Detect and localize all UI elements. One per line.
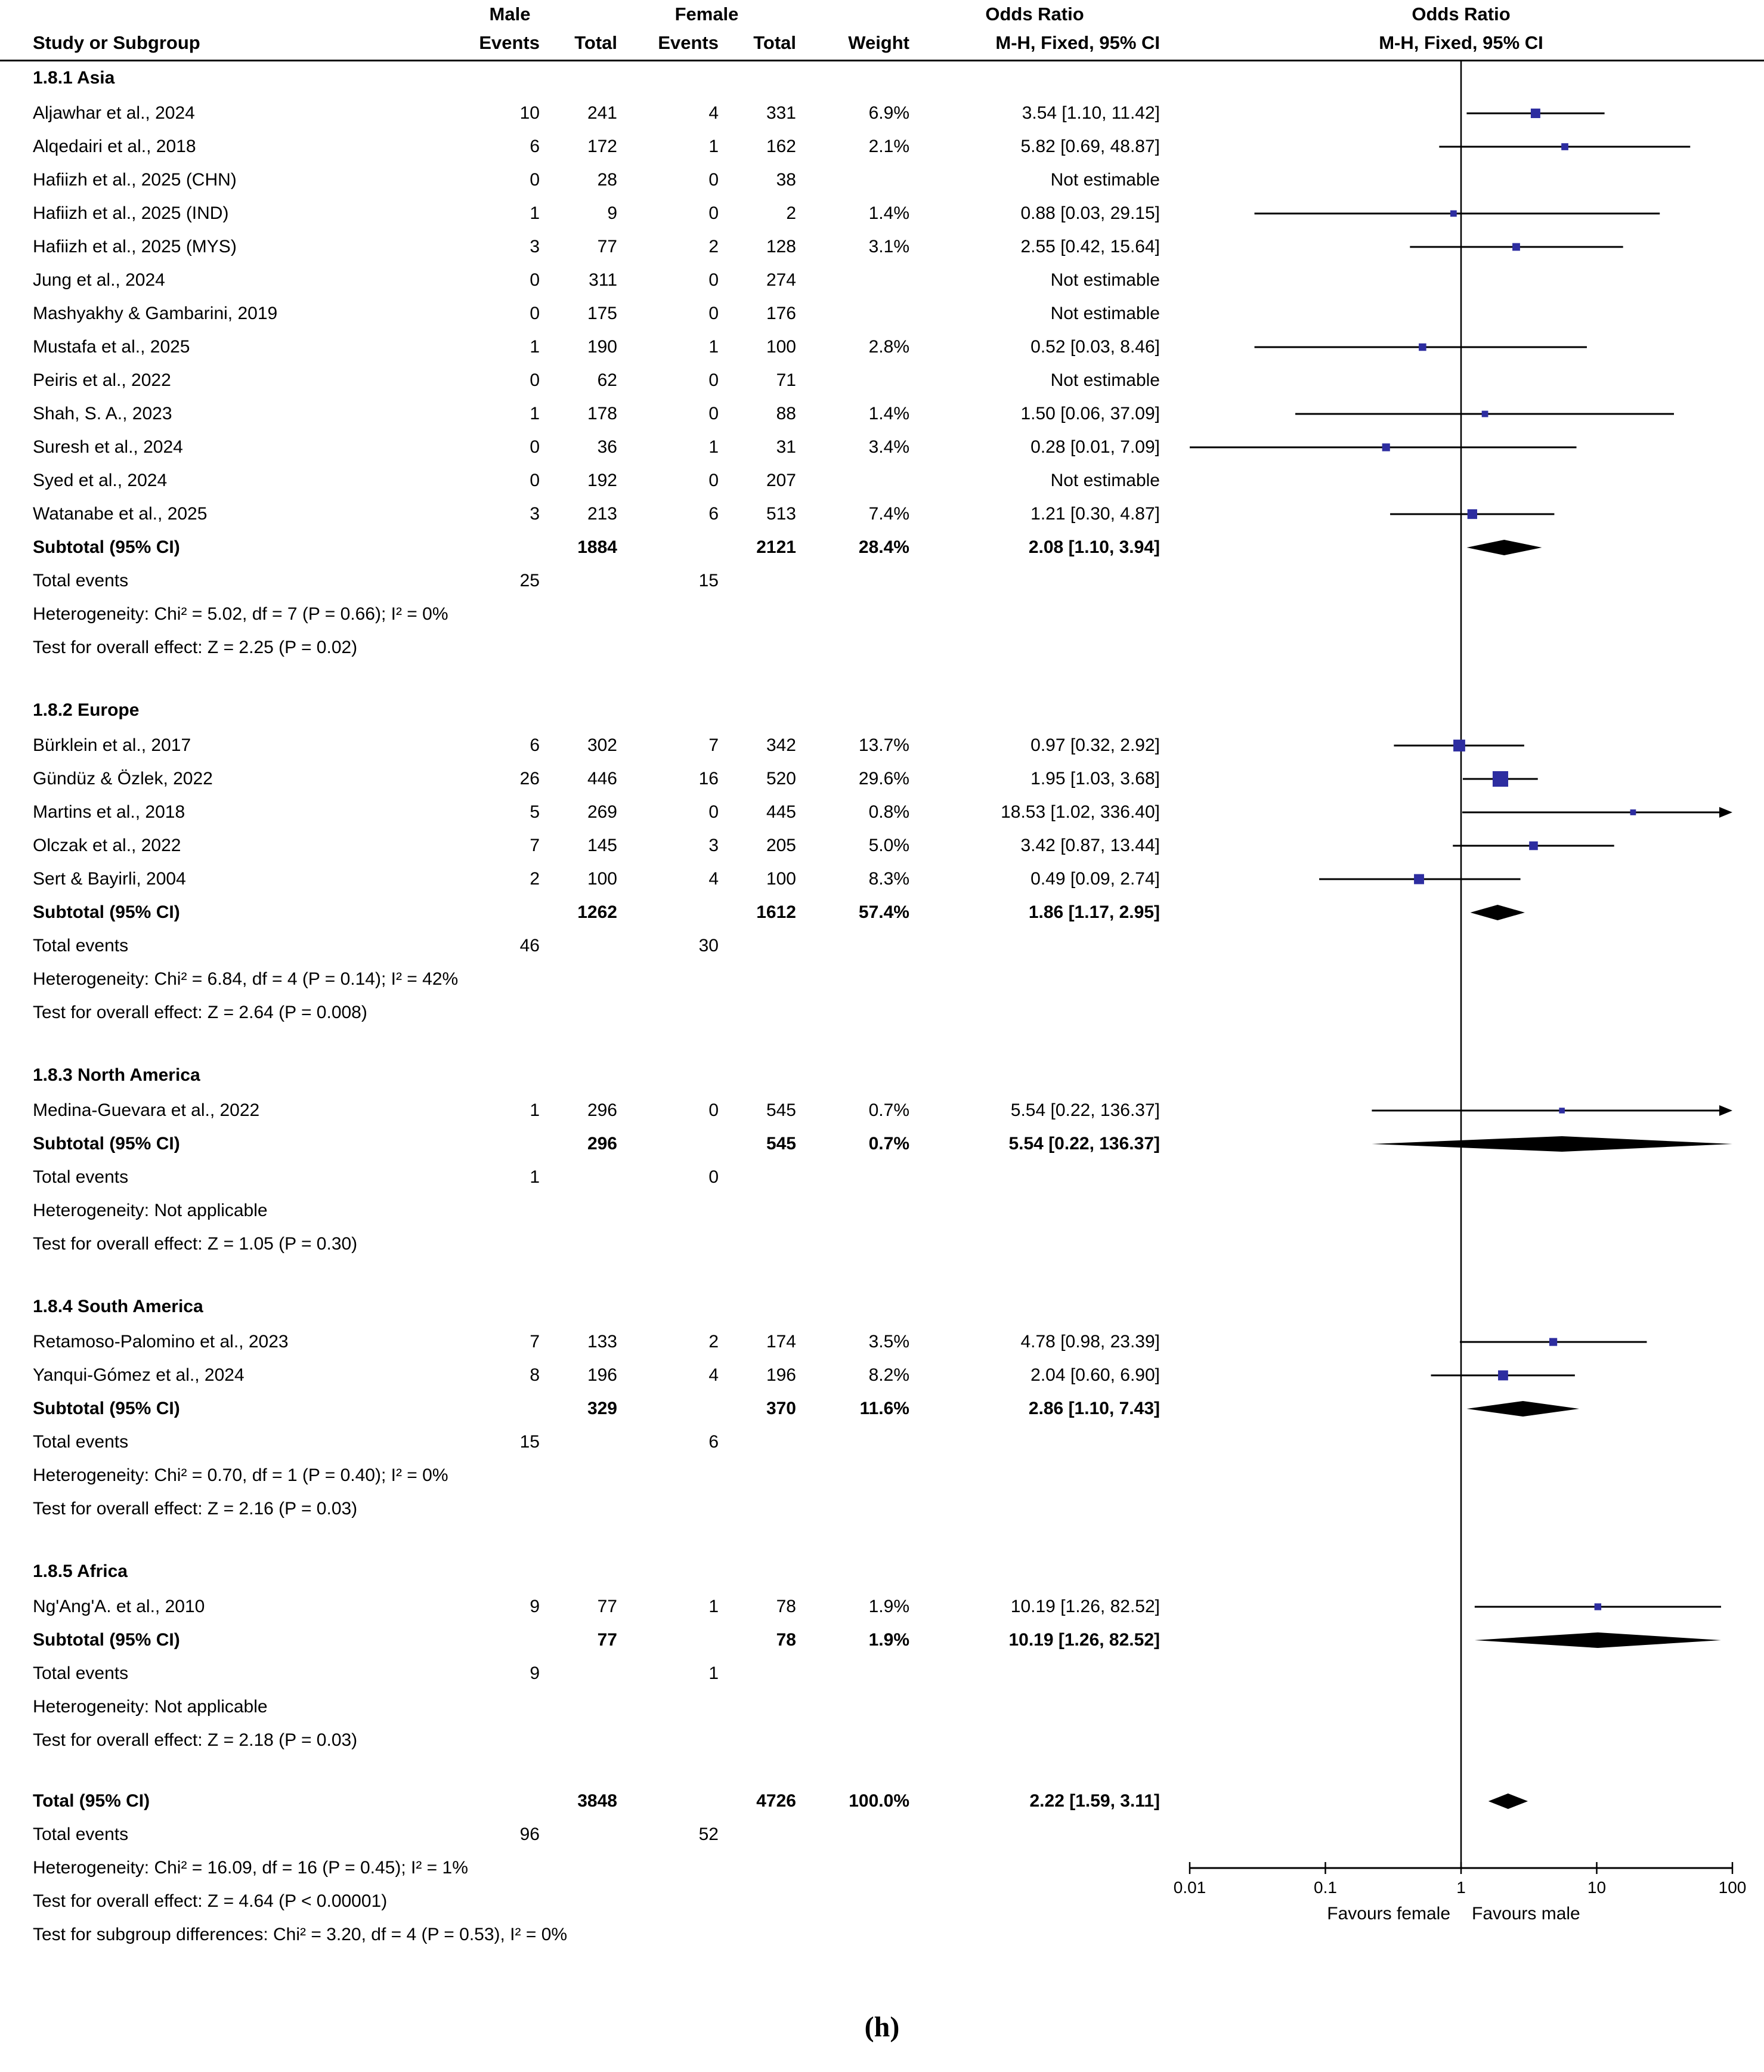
female-events: 4 bbox=[708, 103, 719, 123]
study-column-header: Study or Subgroup bbox=[33, 32, 200, 53]
subgroup-differences-row bbox=[0, 1918, 1764, 1952]
axis-tick-label: 100 bbox=[1718, 1878, 1747, 1897]
odds-ratio-ci: 2.04 [0.60, 6.90] bbox=[1030, 1365, 1160, 1385]
odds-ratio-ci: 18.53 [1.02, 336.40] bbox=[1001, 802, 1160, 822]
male-events: 8 bbox=[530, 1365, 540, 1385]
female-total: 78 bbox=[776, 1597, 796, 1616]
figure-caption: (h) bbox=[864, 2011, 900, 2043]
study-row bbox=[0, 297, 1764, 330]
overall-effect-row bbox=[0, 631, 1764, 664]
female-total: 205 bbox=[766, 836, 796, 855]
female-total: 128 bbox=[766, 237, 796, 256]
axis-tick-label: 0.1 bbox=[1314, 1878, 1337, 1897]
study-row bbox=[0, 197, 1764, 230]
male-events: 9 bbox=[530, 1663, 540, 1683]
female-events: 0 bbox=[708, 170, 719, 190]
male-total: 133 bbox=[587, 1332, 617, 1352]
heterogeneity-row-text: Heterogeneity: Chi² = 16.09, df = 16 (P = 0.45); I² = 1% bbox=[33, 1858, 468, 1878]
study-row bbox=[0, 729, 1764, 762]
male-events: 0 bbox=[530, 437, 540, 457]
female-events: 0 bbox=[708, 471, 719, 490]
male-events: 1 bbox=[530, 1100, 540, 1120]
pooled-label: Subtotal (95% CI) bbox=[33, 1630, 180, 1650]
subgroup-header-row bbox=[0, 1057, 1764, 1094]
overall-effect-row-text: Test for overall effect: Z = 2.25 (P = 0.02) bbox=[33, 638, 358, 657]
study-row bbox=[0, 862, 1764, 896]
study-label: Aljawhar et al., 2024 bbox=[33, 103, 195, 123]
female-events: 4 bbox=[708, 1365, 719, 1385]
female-group-header: Female bbox=[674, 4, 739, 24]
odds-ratio-ci: 2.55 [0.42, 15.64] bbox=[1020, 237, 1160, 256]
study-label: Watanabe et al., 2025 bbox=[33, 504, 208, 524]
female-events: 1 bbox=[708, 137, 719, 156]
weight: 100.0% bbox=[849, 1791, 909, 1811]
axis-tick-label: 1 bbox=[1456, 1878, 1466, 1897]
male-total: 329 bbox=[587, 1399, 617, 1418]
total-events-label: Total events bbox=[33, 1432, 129, 1452]
subgroup-header-row bbox=[0, 60, 1764, 97]
study-row bbox=[0, 163, 1764, 197]
odds-ratio-ci: 3.54 [1.10, 11.42] bbox=[1022, 103, 1160, 123]
spacer-row bbox=[0, 1526, 1764, 1553]
odds-ratio-ci: 10.19 [1.26, 82.52] bbox=[1010, 1597, 1160, 1616]
male-total: 172 bbox=[587, 137, 617, 156]
heterogeneity-row-text: Heterogeneity: Chi² = 0.70, df = 1 (P = 0.40); I² = 0% bbox=[33, 1465, 448, 1485]
female-total: 520 bbox=[766, 769, 796, 788]
axis-tick-label: 10 bbox=[1587, 1878, 1607, 1897]
odds-ratio-ci: 0.52 [0.03, 8.46] bbox=[1030, 337, 1160, 357]
female-total: 78 bbox=[776, 1630, 796, 1650]
male-events: 1 bbox=[530, 337, 540, 357]
female-events: 1 bbox=[708, 437, 719, 457]
male-total: 77 bbox=[597, 1597, 617, 1616]
odds-ratio-ci: 1.86 [1.17, 2.95] bbox=[1028, 902, 1160, 922]
odds-ratio-ci: 2.22 [1.59, 3.11] bbox=[1029, 1791, 1160, 1811]
heterogeneity-row bbox=[0, 1194, 1764, 1227]
male-total-col-header: Total bbox=[574, 32, 617, 53]
total-events-label: Total events bbox=[33, 1824, 129, 1844]
overall-effect-row-text: Test for overall effect: Z = 2.18 (P = 0.03) bbox=[33, 1730, 358, 1750]
female-total-col-header: Total bbox=[753, 32, 796, 53]
subtotal-row bbox=[0, 896, 1764, 929]
male-total: 296 bbox=[587, 1100, 617, 1120]
weight: 11.6% bbox=[859, 1399, 909, 1418]
odds-ratio-ci: 5.82 [0.69, 48.87] bbox=[1020, 137, 1160, 156]
study-label: Hafiizh et al., 2025 (MYS) bbox=[33, 237, 237, 256]
odds-ratio-ci: 1.95 [1.03, 3.68] bbox=[1030, 769, 1160, 788]
subtotal-row bbox=[0, 1392, 1764, 1425]
odds-ratio-ci: 0.49 [0.09, 2.74] bbox=[1030, 869, 1160, 889]
male-events: 7 bbox=[530, 836, 540, 855]
female-events: 0 bbox=[708, 304, 719, 323]
total-row bbox=[0, 1785, 1764, 1818]
male-total: 241 bbox=[587, 103, 617, 123]
heterogeneity-row-text: Heterogeneity: Not applicable bbox=[33, 1697, 268, 1717]
weight-col-header: Weight bbox=[848, 32, 909, 53]
study-label: Medina-Guevara et al., 2022 bbox=[33, 1100, 260, 1120]
male-total: 296 bbox=[587, 1134, 617, 1153]
male-events: 0 bbox=[530, 270, 540, 290]
female-events: 0 bbox=[708, 203, 719, 223]
odds-ratio-ci: 3.42 [0.87, 13.44] bbox=[1020, 836, 1160, 855]
heterogeneity-row-text: Heterogeneity: Chi² = 5.02, df = 7 (P = 0.66); I² = 0% bbox=[33, 604, 448, 624]
male-group-header: Male bbox=[489, 4, 531, 24]
overall-effect-row bbox=[0, 1885, 1764, 1918]
study-row bbox=[0, 130, 1764, 163]
total-events-row bbox=[0, 1657, 1764, 1690]
heterogeneity-row bbox=[0, 1459, 1764, 1492]
female-events: 0 bbox=[708, 270, 719, 290]
male-total: 77 bbox=[597, 1630, 617, 1650]
overall-effect-row bbox=[0, 996, 1764, 1029]
male-events: 2 bbox=[530, 869, 540, 889]
table-header bbox=[0, 0, 1764, 61]
weight: 8.3% bbox=[868, 869, 909, 889]
male-events: 26 bbox=[519, 769, 540, 788]
female-total: 207 bbox=[766, 471, 796, 490]
study-label: Olczak et al., 2022 bbox=[33, 836, 181, 855]
heterogeneity-row bbox=[0, 963, 1764, 996]
overall-effect-row bbox=[0, 1492, 1764, 1526]
heterogeneity-row bbox=[0, 598, 1764, 631]
female-total: 31 bbox=[776, 437, 796, 457]
male-events: 25 bbox=[519, 571, 540, 590]
weight: 2.8% bbox=[868, 337, 909, 357]
total-events-row bbox=[0, 1425, 1764, 1459]
subgroup-title: 1.8.2 Europe bbox=[33, 700, 140, 720]
study-row bbox=[0, 1359, 1764, 1392]
male-total: 311 bbox=[589, 270, 617, 290]
subgroup-header-row bbox=[0, 1553, 1764, 1590]
study-row bbox=[0, 497, 1764, 531]
female-total: 196 bbox=[766, 1365, 796, 1385]
overall-effect-row-text: Test for overall effect: Z = 4.64 (P < 0.00001) bbox=[33, 1891, 388, 1911]
study-row bbox=[0, 364, 1764, 397]
male-total: 3848 bbox=[577, 1791, 617, 1811]
female-events: 0 bbox=[708, 802, 719, 822]
overall-effect-row bbox=[0, 1724, 1764, 1757]
study-row bbox=[0, 264, 1764, 297]
male-total: 62 bbox=[597, 370, 617, 390]
total-events-label: Total events bbox=[33, 1663, 129, 1683]
male-events: 0 bbox=[530, 370, 540, 390]
female-total: 174 bbox=[766, 1332, 796, 1352]
subgroup-header-row bbox=[0, 1288, 1764, 1325]
study-label: Suresh et al., 2024 bbox=[33, 437, 183, 457]
female-events: 52 bbox=[698, 1824, 719, 1844]
subgroup-title: 1.8.1 Asia bbox=[33, 68, 115, 88]
pooled-label: Subtotal (95% CI) bbox=[33, 1134, 180, 1153]
male-events: 6 bbox=[530, 137, 540, 156]
study-label: Ng'Ang'A. et al., 2010 bbox=[33, 1597, 205, 1616]
male-total: 196 bbox=[587, 1365, 617, 1385]
odds-ratio-ci: 0.88 [0.03, 29.15] bbox=[1020, 203, 1160, 223]
female-events: 6 bbox=[708, 504, 719, 524]
study-label: Syed et al., 2024 bbox=[33, 471, 168, 490]
female-events: 6 bbox=[708, 1432, 719, 1452]
male-total: 192 bbox=[587, 471, 617, 490]
female-events: 1 bbox=[708, 337, 719, 357]
male-events: 3 bbox=[530, 504, 540, 524]
odds-ratio-ci: Not estimable bbox=[1050, 370, 1160, 390]
odds-ratio-ci: 0.97 [0.32, 2.92] bbox=[1030, 735, 1160, 755]
male-total: 178 bbox=[587, 404, 617, 423]
odds-ratio-ci: 5.54 [0.22, 136.37] bbox=[1010, 1100, 1160, 1120]
male-events: 3 bbox=[530, 237, 540, 256]
female-events: 2 bbox=[708, 237, 719, 256]
weight: 1.9% bbox=[868, 1630, 909, 1650]
spacer-row bbox=[0, 1029, 1764, 1057]
male-total: 1262 bbox=[577, 902, 617, 922]
female-total: 2121 bbox=[756, 537, 796, 557]
total-events-row bbox=[0, 564, 1764, 598]
study-row bbox=[0, 230, 1764, 264]
odds-ratio-ci: Not estimable bbox=[1050, 270, 1160, 290]
male-events: 1 bbox=[530, 203, 540, 223]
total-events-row bbox=[0, 1161, 1764, 1194]
study-label: Shah, S. A., 2023 bbox=[33, 404, 172, 423]
male-total: 1884 bbox=[577, 537, 617, 557]
male-total: 213 bbox=[587, 504, 617, 524]
study-label: Bürklein et al., 2017 bbox=[33, 735, 191, 755]
female-total: 513 bbox=[766, 504, 796, 524]
female-total: 545 bbox=[766, 1134, 796, 1153]
female-total: 331 bbox=[766, 103, 796, 123]
female-total: 162 bbox=[766, 137, 796, 156]
weight: 1.4% bbox=[868, 404, 909, 423]
study-label: Mashyakhy & Gambarini, 2019 bbox=[33, 304, 278, 323]
female-total: 274 bbox=[766, 270, 796, 290]
female-total: 342 bbox=[766, 735, 796, 755]
study-row bbox=[0, 330, 1764, 364]
subgroup-header-row bbox=[0, 692, 1764, 729]
study-label: Martins et al., 2018 bbox=[33, 802, 185, 822]
subgroup-title: 1.8.3 North America bbox=[33, 1065, 200, 1085]
male-total: 100 bbox=[587, 869, 617, 889]
spacer-row bbox=[0, 1261, 1764, 1288]
male-events: 0 bbox=[530, 170, 540, 190]
weight: 8.2% bbox=[868, 1365, 909, 1385]
male-total: 77 bbox=[597, 237, 617, 256]
female-events: 0 bbox=[708, 370, 719, 390]
male-events: 0 bbox=[530, 304, 540, 323]
odds-ratio-ci: 2.08 [1.10, 3.94] bbox=[1028, 537, 1160, 557]
female-total: 1612 bbox=[756, 902, 796, 922]
study-label: Hafiizh et al., 2025 (IND) bbox=[33, 203, 229, 223]
total-events-row bbox=[0, 929, 1764, 963]
total-events-label: Total events bbox=[33, 571, 129, 590]
male-events: 6 bbox=[530, 735, 540, 755]
male-total: 446 bbox=[587, 769, 617, 788]
female-total: 545 bbox=[766, 1100, 796, 1120]
study-row bbox=[0, 1590, 1764, 1623]
study-row bbox=[0, 796, 1764, 829]
axis-tick-label: 0.01 bbox=[1173, 1878, 1206, 1897]
study-label: Peiris et al., 2022 bbox=[33, 370, 171, 390]
heterogeneity-row bbox=[0, 1690, 1764, 1724]
weight: 1.9% bbox=[868, 1597, 909, 1616]
spacer-row bbox=[0, 664, 1764, 692]
total-events-row bbox=[0, 1818, 1764, 1851]
male-total: 269 bbox=[587, 802, 617, 822]
odds-ratio-ci: 5.54 [0.22, 136.37] bbox=[1008, 1134, 1160, 1153]
odds-ratio-ci: 2.86 [1.10, 7.43] bbox=[1028, 1399, 1160, 1418]
male-events-col-header: Events bbox=[479, 32, 540, 53]
weight: 0.7% bbox=[868, 1100, 909, 1120]
female-events: 0 bbox=[708, 1167, 719, 1187]
odds-ratio-ci: Not estimable bbox=[1050, 304, 1160, 323]
male-events: 15 bbox=[519, 1432, 540, 1452]
subtotal-row bbox=[0, 1623, 1764, 1657]
study-label: Mustafa et al., 2025 bbox=[33, 337, 190, 357]
weight: 2.1% bbox=[868, 137, 909, 156]
male-events: 5 bbox=[530, 802, 540, 822]
odds-ratio-ci: 1.50 [0.06, 37.09] bbox=[1020, 404, 1160, 423]
male-events: 1 bbox=[530, 1167, 540, 1187]
female-total: 445 bbox=[766, 802, 796, 822]
weight: 5.0% bbox=[868, 836, 909, 855]
female-total: 2 bbox=[786, 203, 796, 223]
female-total: 176 bbox=[766, 304, 796, 323]
study-label: Gündüz & Özlek, 2022 bbox=[33, 769, 213, 788]
weight: 29.6% bbox=[858, 769, 909, 788]
pooled-label: Subtotal (95% CI) bbox=[33, 1399, 180, 1418]
female-events: 2 bbox=[708, 1332, 719, 1352]
male-total: 145 bbox=[587, 836, 617, 855]
weight: 13.7% bbox=[858, 735, 909, 755]
weight: 1.4% bbox=[868, 203, 909, 223]
male-events: 10 bbox=[519, 103, 540, 123]
weight: 0.7% bbox=[868, 1134, 909, 1153]
subgroup-title: 1.8.4 South America bbox=[33, 1297, 203, 1316]
study-row bbox=[0, 829, 1764, 862]
study-label: Sert & Bayirli, 2004 bbox=[33, 869, 186, 889]
odds-ratio-col-subtitle: M-H, Fixed, 95% CI bbox=[995, 32, 1160, 53]
female-events: 1 bbox=[708, 1663, 719, 1683]
male-total: 9 bbox=[607, 203, 617, 223]
study-label: Hafiizh et al., 2025 (CHN) bbox=[33, 170, 237, 190]
male-events: 7 bbox=[530, 1332, 540, 1352]
female-events: 4 bbox=[708, 869, 719, 889]
female-events: 0 bbox=[708, 1100, 719, 1120]
study-label: Alqedairi et al., 2018 bbox=[33, 137, 196, 156]
male-total: 36 bbox=[597, 437, 617, 457]
male-events: 96 bbox=[519, 1824, 540, 1844]
study-row bbox=[0, 464, 1764, 497]
male-events: 0 bbox=[530, 471, 540, 490]
female-total: 71 bbox=[776, 370, 796, 390]
weight: 28.4% bbox=[858, 537, 909, 557]
female-total: 370 bbox=[766, 1399, 796, 1418]
female-total: 38 bbox=[776, 170, 796, 190]
total-events-label: Total events bbox=[33, 1167, 129, 1187]
odds-ratio-ci: 4.78 [0.98, 23.39] bbox=[1020, 1332, 1160, 1352]
odds-ratio-plot-subtitle: M-H, Fixed, 95% CI bbox=[1379, 32, 1543, 53]
study-row bbox=[0, 1325, 1764, 1359]
female-events-col-header: Events bbox=[658, 32, 719, 53]
heterogeneity-row-text: Heterogeneity: Chi² = 6.84, df = 4 (P = 0.14); I² = 42% bbox=[33, 969, 459, 989]
heterogeneity-row bbox=[0, 1851, 1764, 1885]
female-events: 7 bbox=[708, 735, 719, 755]
male-total: 28 bbox=[597, 170, 617, 190]
male-events: 46 bbox=[519, 936, 540, 955]
female-total: 88 bbox=[776, 404, 796, 423]
odds-ratio-ci: 0.28 [0.01, 7.09] bbox=[1030, 437, 1160, 457]
study-label: Yanqui-Gómez et al., 2024 bbox=[33, 1365, 245, 1385]
weight: 3.4% bbox=[868, 437, 909, 457]
weight: 3.5% bbox=[868, 1332, 909, 1352]
female-total: 4726 bbox=[756, 1791, 796, 1811]
table-body bbox=[0, 60, 1764, 1952]
pooled-label: Subtotal (95% CI) bbox=[33, 537, 180, 557]
spacer-row bbox=[0, 1757, 1764, 1785]
odds-ratio-ci: Not estimable bbox=[1050, 170, 1160, 190]
odds-ratio-ci: 1.21 [0.30, 4.87] bbox=[1030, 504, 1160, 524]
female-events: 1 bbox=[708, 1597, 719, 1616]
odds-ratio-ci: Not estimable bbox=[1050, 471, 1160, 490]
weight: 6.9% bbox=[868, 103, 909, 123]
male-total: 175 bbox=[587, 304, 617, 323]
overall-effect-row-text: Test for overall effect: Z = 2.16 (P = 0.03) bbox=[33, 1499, 358, 1519]
favours-left-label: Favours female bbox=[1327, 1904, 1450, 1923]
study-row bbox=[0, 1094, 1764, 1127]
weight: 7.4% bbox=[868, 504, 909, 524]
subtotal-row bbox=[0, 531, 1764, 564]
female-total: 100 bbox=[766, 869, 796, 889]
total-events-label: Total events bbox=[33, 936, 129, 955]
study-label: Jung et al., 2024 bbox=[33, 270, 165, 290]
weight: 57.4% bbox=[858, 902, 909, 922]
overall-effect-row-text: Test for overall effect: Z = 1.05 (P = 0.30) bbox=[33, 1234, 358, 1254]
female-events: 3 bbox=[708, 836, 719, 855]
weight: 3.1% bbox=[868, 237, 909, 256]
study-label: Retamoso-Palomino et al., 2023 bbox=[33, 1332, 289, 1352]
heterogeneity-row-text: Heterogeneity: Not applicable bbox=[33, 1201, 268, 1220]
study-row bbox=[0, 397, 1764, 431]
pooled-label: Total (95% CI) bbox=[33, 1791, 150, 1811]
male-events: 1 bbox=[530, 404, 540, 423]
favours-right-label: Favours male bbox=[1472, 1904, 1580, 1923]
subtotal-row bbox=[0, 1127, 1764, 1161]
odds-ratio-ci: 10.19 [1.26, 82.52] bbox=[1008, 1630, 1160, 1650]
overall-effect-row bbox=[0, 1227, 1764, 1261]
study-row bbox=[0, 97, 1764, 130]
female-events: 15 bbox=[698, 571, 719, 590]
odds-ratio-col-title: Odds Ratio bbox=[985, 4, 1084, 24]
female-events: 16 bbox=[698, 769, 719, 788]
male-total: 190 bbox=[587, 337, 617, 357]
study-row bbox=[0, 762, 1764, 796]
study-row bbox=[0, 431, 1764, 464]
subgroup-differences-row-text: Test for subgroup differences: Chi² = 3.20, df = 4 (P = 0.53), I² = 0% bbox=[33, 1925, 568, 1944]
female-total: 100 bbox=[766, 337, 796, 357]
weight: 0.8% bbox=[868, 802, 909, 822]
female-events: 30 bbox=[698, 936, 719, 955]
male-events: 9 bbox=[530, 1597, 540, 1616]
female-events: 0 bbox=[708, 404, 719, 423]
overall-effect-row-text: Test for overall effect: Z = 2.64 (P = 0.008) bbox=[33, 1003, 367, 1022]
male-total: 302 bbox=[587, 735, 617, 755]
pooled-label: Subtotal (95% CI) bbox=[33, 902, 180, 922]
subgroup-title: 1.8.5 Africa bbox=[33, 1561, 128, 1581]
odds-ratio-plot-title: Odds Ratio bbox=[1412, 4, 1511, 24]
